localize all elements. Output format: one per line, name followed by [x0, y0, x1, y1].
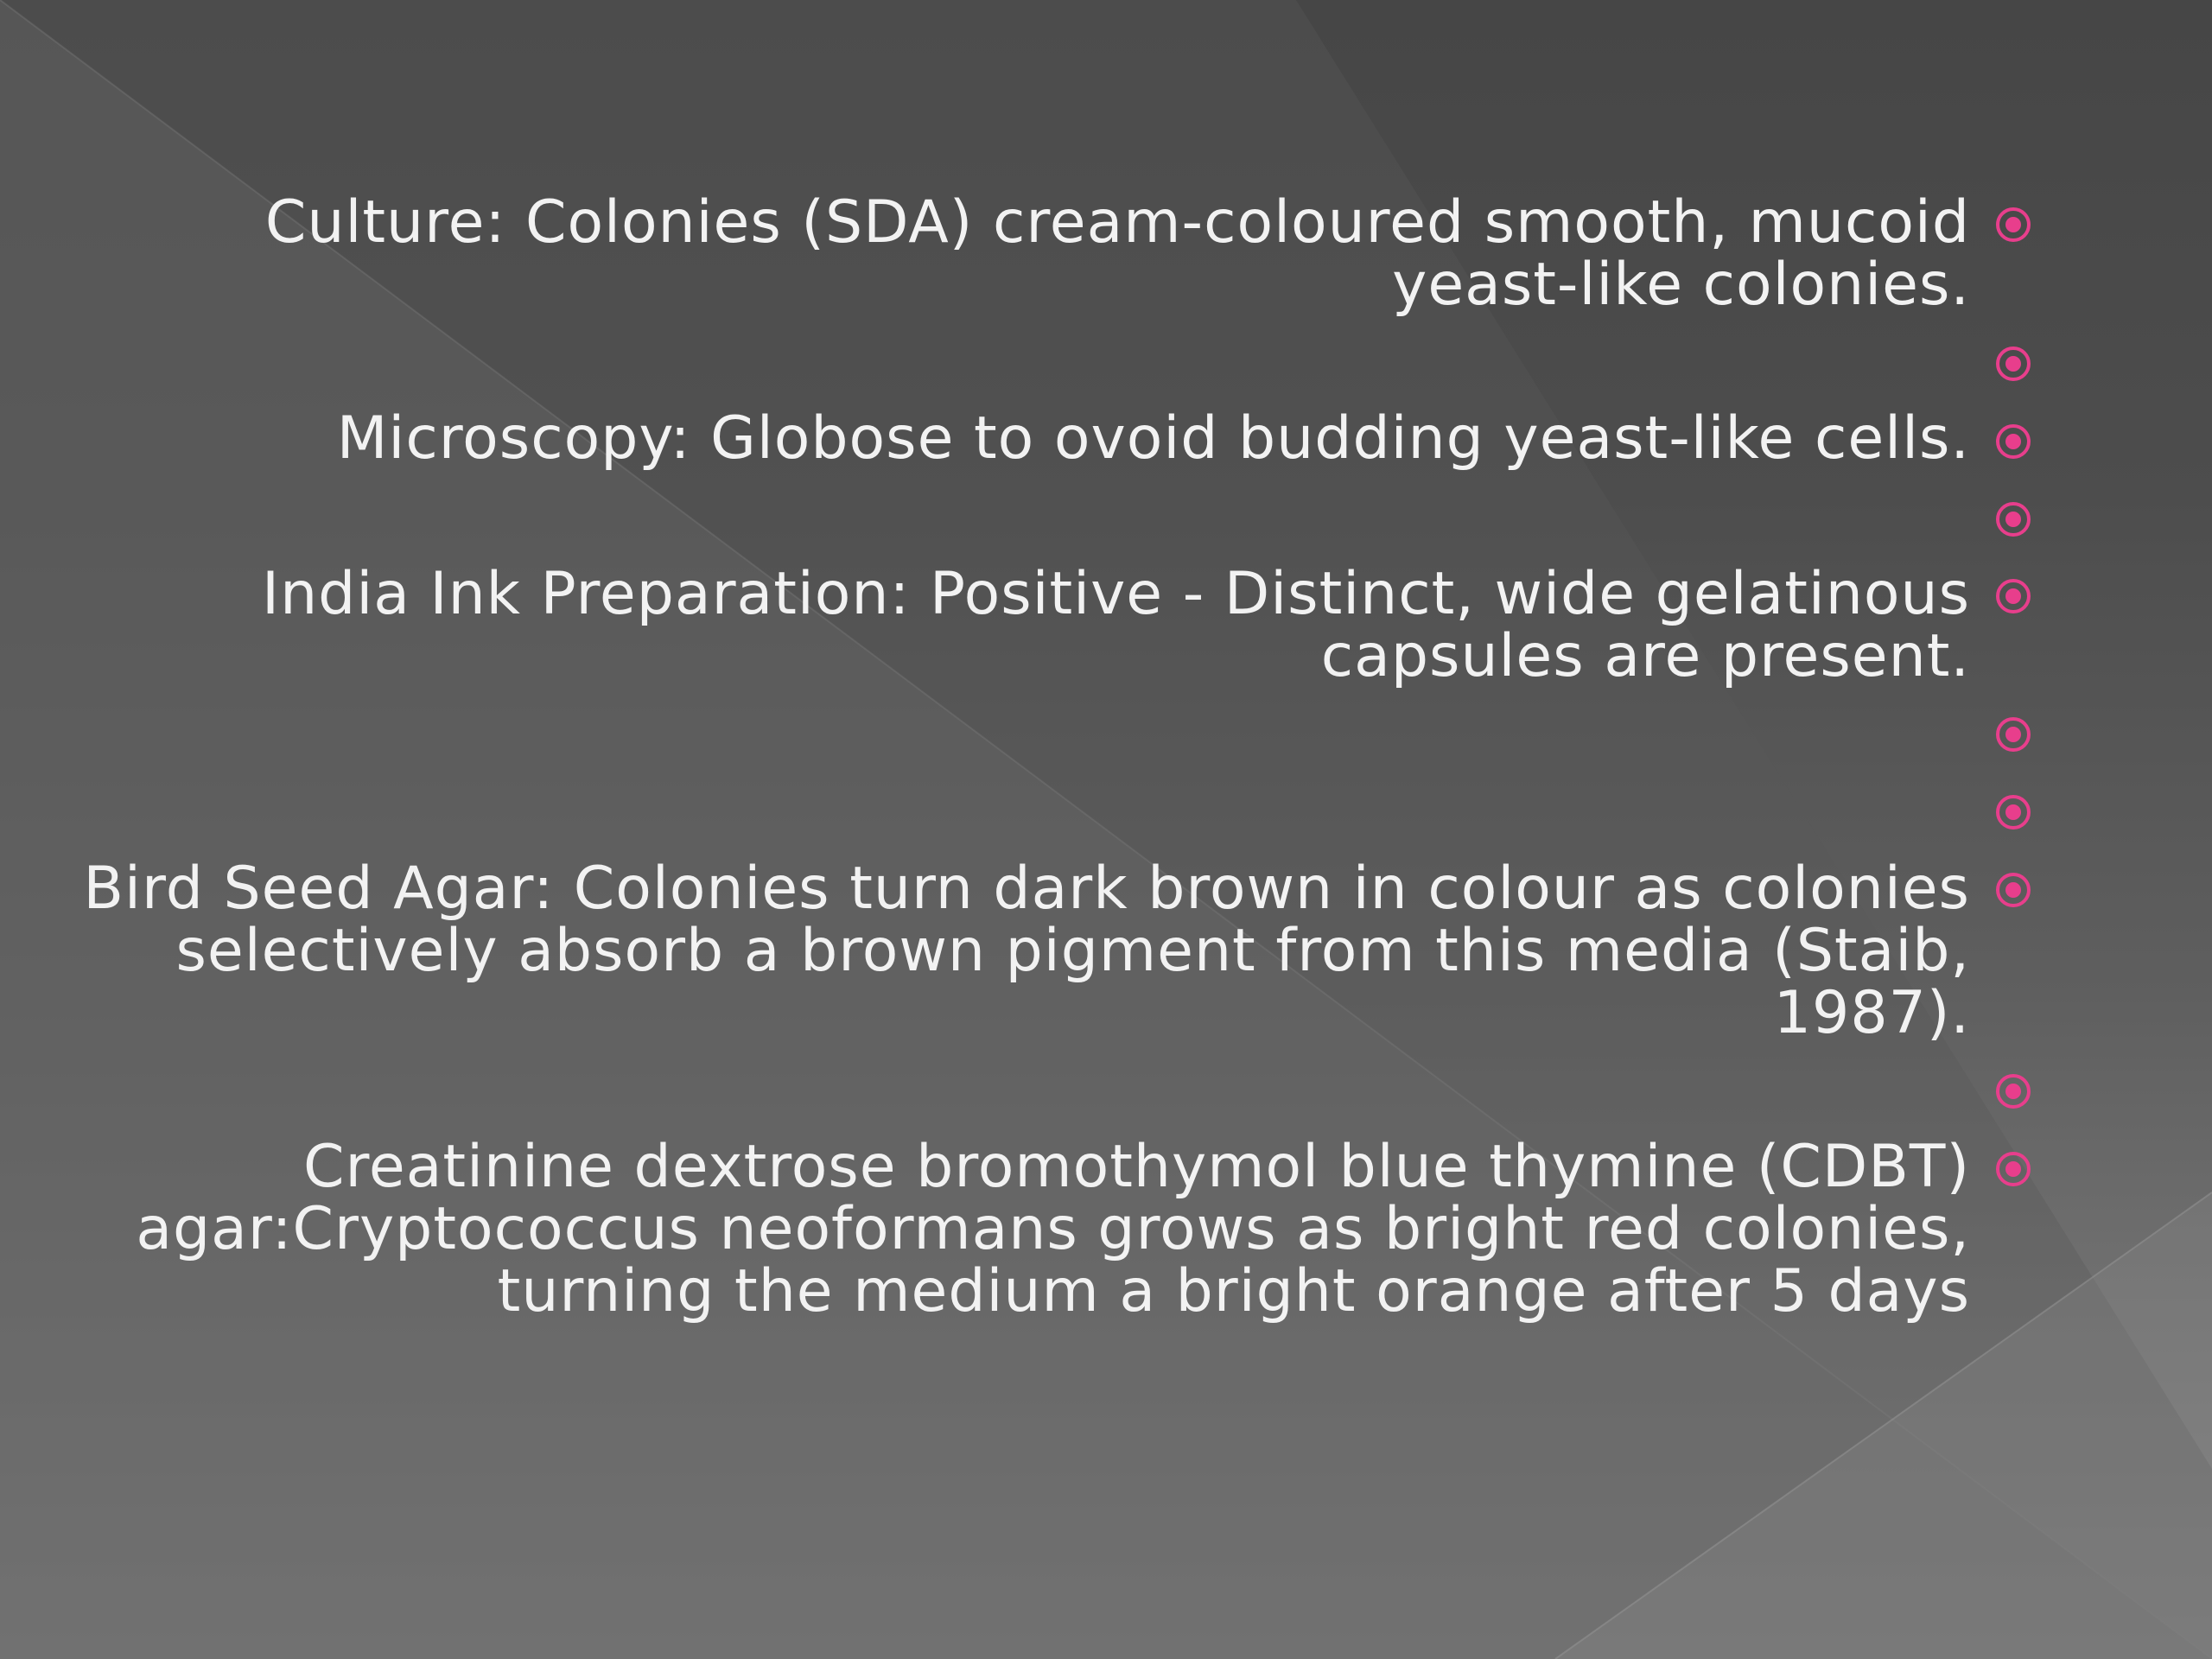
target-bullet-icon — [1989, 495, 2037, 543]
target-bullet-icon — [1989, 710, 2037, 759]
target-bullet-icon — [1989, 1067, 2037, 1116]
cdbt-agar-paragraph: Creatinine dextrose bromothymol blue thymine (CDBT) agar:Cryptococcus neoformans grows as bright red colonies, turning the medium a bright orange after 5 days — [136, 1133, 1970, 1325]
target-bullet-icon — [1989, 866, 2037, 914]
target-bullet-icon — [1989, 1145, 2037, 1193]
target-bullet-icon — [1989, 340, 2037, 388]
india-ink-paragraph: India Ink Preparation: Positive - Distinct, wide gelatinous capsules are present. — [262, 560, 1970, 690]
target-bullet-icon — [1989, 788, 2037, 836]
culture-paragraph: Culture: Colonies (SDA) cream-coloured smooth, mucoid yeast-like colonies. — [264, 188, 1970, 319]
bullet-column — [2013, 0, 2065, 1659]
bird-seed-agar-paragraph: Bird Seed Agar: Colonies turn dark brown in colour as colonies selectively absorb a brown pigment from this media (Staib, 1987). — [83, 855, 1970, 1047]
target-bullet-icon — [1989, 572, 2037, 620]
target-bullet-icon — [1989, 417, 2037, 466]
microscopy-paragraph: Microscopy: Globose to ovoid budding yeast-like cells. — [336, 404, 1970, 473]
target-bullet-icon — [1989, 200, 2037, 249]
